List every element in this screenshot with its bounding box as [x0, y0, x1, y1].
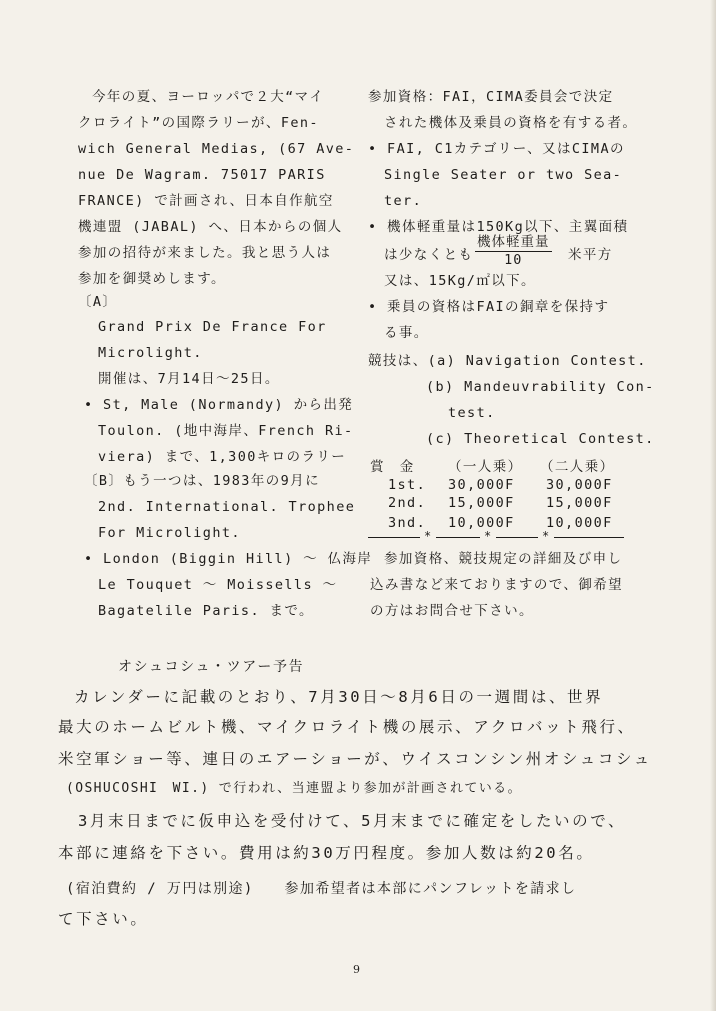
left-line: Microlight.: [98, 345, 203, 361]
left-line: nue De Wagram. 75017 PARIS: [78, 167, 326, 183]
prize-header-label: 賞 金: [370, 459, 415, 475]
page-number: 9: [353, 963, 360, 976]
prize-header-double: （二人乗）: [540, 459, 615, 475]
closing-line: 参加資格、競技規定の詳細及び申し: [384, 551, 623, 567]
section-b-label: 〔B〕もう一つは、1983年の9月に: [84, 473, 320, 489]
section-heading: オシュコシュ・ツアー予告: [118, 659, 305, 675]
body-line: 本部に連絡を下さい。費用は約30万円程度。参加人数は約20名。: [58, 844, 595, 862]
left-line: 参加の招待が来ました。我と思う人は: [78, 245, 332, 261]
left-line: For Microlight.: [98, 525, 241, 541]
prize-double: 10,000F: [546, 515, 613, 531]
right-line: 又は、15Kg/㎡以下。: [384, 273, 536, 289]
prize-single: 30,000F: [448, 477, 515, 493]
prize-rank: 2nd.: [388, 495, 427, 511]
left-line: 今年の夏、ヨーロッパで２大“マイ: [92, 89, 325, 105]
right-line: ter.: [384, 193, 423, 209]
left-line: wich General Medias, (67 Ave-: [78, 141, 355, 157]
left-line: • London (Biggin Hill) ～ 仏海岸: [84, 551, 373, 567]
body-line: 最大のホームビルト機、マイクロライト機の展示、アクロバット飛行、: [58, 718, 636, 736]
fraction-denominator: 10: [504, 252, 523, 268]
right-line: • 乗員の資格はFAIの銅章を保持す: [368, 299, 610, 315]
body-line: 3月末日までに仮申込を受付けて、5月末までに確定をしたいので、: [78, 812, 627, 830]
right-line: 競技は、(a) Navigation Contest.: [368, 353, 647, 369]
left-line: 参加を御奨めします。: [78, 271, 226, 287]
left-line: • St, Male (Normandy) から出発: [84, 397, 354, 413]
page-edge: [710, 0, 716, 1011]
prize-double: 15,000F: [546, 495, 613, 511]
right-line: は少なくとも: [384, 247, 474, 263]
prize-header-single: （一人乗）: [448, 459, 523, 475]
prize-single: 15,000F: [448, 495, 515, 511]
left-line: 機連盟 (JABAL) へ、日本からの個人: [78, 219, 343, 235]
body-line: て下さい。: [58, 910, 149, 928]
separator-star: *: [542, 529, 550, 543]
body-line: 米空軍ショー等、連日のエアーショーが、ウイスコンシン州オシュコシュ: [58, 750, 652, 768]
left-line: 2nd. International. Trophee: [98, 499, 356, 515]
right-line: (b) Mandeuvrability Con-: [426, 379, 655, 395]
prize-single: 10,000F: [448, 515, 515, 531]
left-line: Toulon. (地中海岸、French Ri-: [98, 423, 354, 439]
right-line: (c) Theoretical Contest.: [426, 431, 655, 447]
right-line: 参加資格：FAI，CIMA委員会で決定: [368, 89, 614, 105]
body-line: (OSHUCOSHI WI.) で行われ、当連盟より参加が計画されている。: [66, 781, 522, 796]
closing-line: 込み書など来ておりますので、御希望: [370, 577, 624, 593]
right-line: • 機体軽重量は150Kg以下、主翼面積: [368, 219, 629, 235]
right-line: • FAI, C1カテゴリー、又はCIMAの: [368, 141, 625, 157]
prize-rank: 1st.: [388, 477, 427, 493]
left-line: 開催は、7月14日～25日。: [98, 371, 280, 387]
fraction-numerator: 機体軽重量: [477, 234, 550, 250]
separator-star: *: [424, 529, 432, 543]
right-line: る事。: [384, 325, 429, 341]
weight-fraction: [475, 234, 552, 269]
prize-double: 30,000F: [546, 477, 613, 493]
section-separator: [368, 529, 624, 544]
closing-line: の方はお問合せ下さい。: [370, 603, 534, 619]
left-line: クロライト”の国際ラリーが、Fen-: [78, 115, 319, 131]
body-line: カレンダーに記載のとおり、7月30日～8月6日の一週間は、世界: [74, 688, 604, 706]
left-line: viera) まで、1,300キロのラリー: [98, 449, 347, 465]
left-line: Grand Prix De France For: [98, 319, 327, 335]
body-line: (宿泊費約 / 万円は別途) 参加希望者は本部にパンフレットを請求し: [66, 881, 577, 897]
left-line: Bagatelile Paris. まで。: [98, 603, 314, 619]
left-line: FRANCE) で計画され、日本自作航空: [78, 193, 334, 209]
section-a-label: 〔A〕: [78, 294, 118, 310]
right-line: Single Seater or two Sea-: [384, 167, 623, 183]
left-line: Le Touquet ～ Moissells ～: [98, 577, 338, 593]
right-line: された機体及乗員の資格を有する者。: [384, 115, 638, 131]
prize-rank: 3nd.: [388, 515, 427, 531]
right-line: 米平方: [568, 247, 613, 263]
right-line: test.: [448, 405, 496, 421]
separator-star: *: [484, 529, 492, 543]
